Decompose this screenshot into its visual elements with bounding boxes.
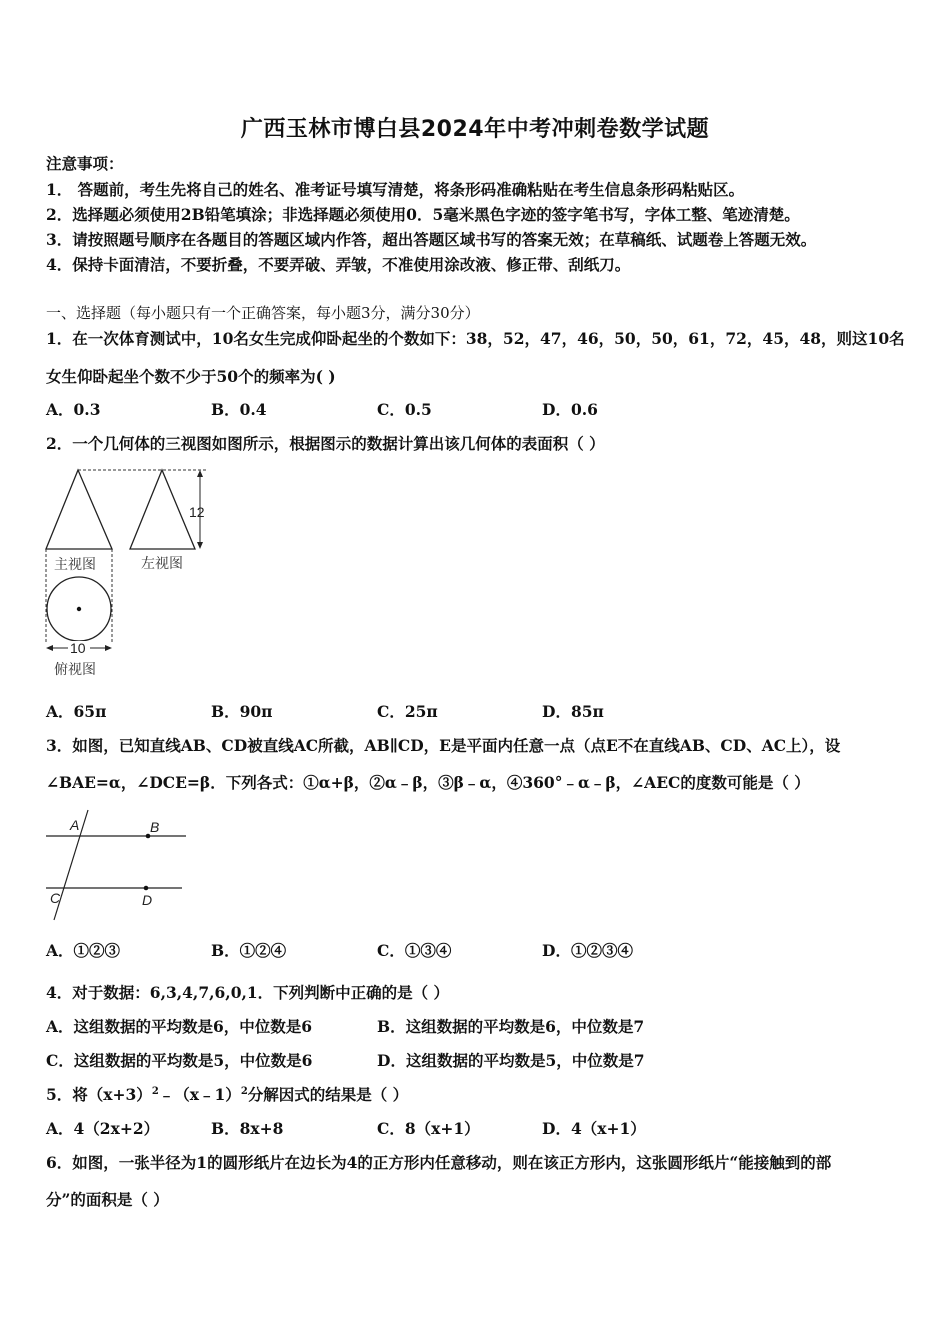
arrow-right-icon — [105, 645, 112, 651]
q3-option-c: C．①③④ — [377, 941, 452, 960]
q4-stem: 4．对于数据：6,3,4,7,6,0,1．下列判断中正确的是（ ） — [46, 983, 450, 1002]
section-heading: 一、选择题（每小题只有一个正确答案，每小题3分，满分30分） — [46, 304, 480, 322]
label-d: D — [142, 892, 153, 908]
q5-stem — [46, 1083, 408, 1105]
q1-option-b: B．0.4 — [211, 400, 267, 419]
label-c: C — [50, 890, 61, 906]
q4-option-b: B．这组数据的平均数是6，中位数是7 — [377, 1017, 645, 1036]
q2-option-b: B．90π — [211, 702, 273, 721]
q4-option-a: A．这组数据的平均数是6，中位数是6 — [46, 1017, 313, 1036]
notice-item: 3．请按照题号顺序在各题目的答题区域内作答，超出答题区域书写的答案无效；在草稿纸、试题卷上答题无效。 — [46, 230, 817, 249]
front-view-label: 主视图 — [54, 556, 96, 572]
q3-option-d: D．①②③④ — [542, 941, 633, 960]
height-value: 12 — [189, 504, 205, 520]
q1-stem-line2: 女生仰卧起坐个数不少于50个的频率为( ) — [46, 367, 336, 386]
q5-option-c: C．8（x+1） — [377, 1119, 480, 1138]
q4-option-c: C．这组数据的平均数是5，中位数是6 — [46, 1051, 313, 1070]
q1-stem-line1: 1．在一次体育测试中，10名女生完成仰卧起坐的个数如下：38，52，47，46，50，50，61，72，45，48，则这10名 — [46, 329, 905, 348]
q2-option-c: C．25π — [377, 702, 438, 721]
q3-option-b: B．①②④ — [211, 941, 287, 960]
q3-stem-line2: ∠BAE=α，∠DCE=β．下列各式：①α+β，②α﹣β，③β﹣α，④360°﹣α﹣β，∠AEC的度数可能是（ ） — [46, 773, 810, 792]
q5-option-d: D．4（x+1） — [542, 1119, 646, 1138]
q2-stem: 2．一个几何体的三视图如图所示，根据图示的数据计算出该几何体的表面积（ ） — [46, 434, 605, 453]
label-a: A — [70, 817, 80, 833]
notice-item: 2．选择题必须使用2B铅笔填涂；非选择题必须使用0．5毫米黑色字迹的签字笔书写，字体工整、笔迹清楚。 — [46, 205, 800, 224]
q5-stem-part1: 5．将（x+3） — [46, 1085, 152, 1104]
notice-item: 4．保持卡面清洁，不要折叠，不要弄破、弄皱，不准使用涂改液、修正带、刮纸刀。 — [46, 255, 631, 274]
q5-option-a: A．4（2x+2） — [46, 1119, 160, 1138]
q3-option-a: A．①②③ — [46, 941, 121, 960]
q2-option-a: A．65π — [46, 702, 107, 721]
side-view-triangle — [130, 470, 195, 549]
q5-stem-part2: ﹣（x﹣1） — [158, 1085, 241, 1104]
label-b: B — [150, 819, 160, 835]
arrow-down-icon — [197, 542, 203, 549]
q6-stem-line2: 分”的面积是（ ） — [46, 1190, 169, 1209]
q4-option-d: D．这组数据的平均数是5，中位数是7 — [377, 1051, 645, 1070]
notice-heading: 注意事项： — [46, 154, 124, 173]
parallel-lines-figure — [40, 808, 190, 926]
q6-stem-line1: 6．如图，一张半径为1的圆形纸片在边长为4的正方形内任意移动，则在该正方形内，这张圆形纸片“能接触到的部 — [46, 1153, 832, 1172]
arrow-up-icon — [197, 470, 203, 477]
q1-option-a: A．0.3 — [46, 400, 101, 419]
top-view-label: 俯视图 — [54, 661, 96, 677]
three-view-figure — [40, 464, 220, 684]
diameter-value: 10 — [70, 640, 86, 656]
point-d-dot — [144, 886, 149, 891]
arrow-left-icon — [46, 645, 53, 651]
q1-option-d: D．0.6 — [542, 400, 598, 419]
q5-stem-part3: 分解因式的结果是（ ） — [247, 1085, 409, 1104]
q2-option-d: D．85π — [542, 702, 604, 721]
side-view-label: 左视图 — [141, 555, 183, 571]
notice-item: 1． 答题前，考生先将自己的姓名、准考证号填写清楚，将条形码准确粘贴在考生信息条形码粘贴区。 — [46, 180, 745, 199]
q3-stem-line1: 3．如图，已知直线AB、CD被直线AC所截，AB∥CD，E是平面内任意一点（点E不在直线AB、CD、AC上），设 — [46, 736, 841, 755]
q5-exponent-2: 2 — [240, 1085, 248, 1097]
q5-option-b: B．8x+8 — [211, 1119, 284, 1138]
front-view-triangle — [46, 470, 112, 549]
q5-exponent-1: 2 — [151, 1085, 159, 1097]
page-title: 广西玉林市博白县2024年中考冲刺卷数学试题 — [240, 117, 710, 142]
q1-option-c: C．0.5 — [377, 400, 432, 419]
circle-center-dot — [77, 607, 81, 611]
